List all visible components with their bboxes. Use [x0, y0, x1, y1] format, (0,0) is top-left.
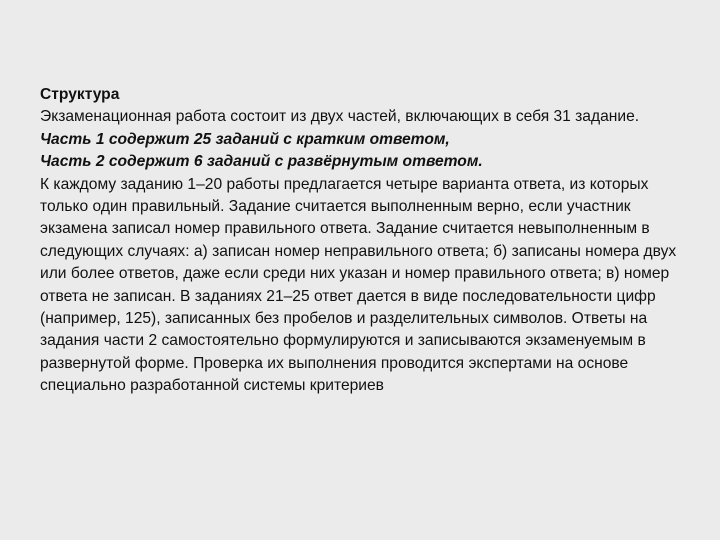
slide-heading: Структура [40, 86, 120, 103]
part1-text: Часть 1 содержит 25 заданий с кратким ответом, [40, 130, 450, 148]
body-paragraph: К каждому заданию 1–20 работы предлагается четыре варианта ответа, из которых только один правильный. Задание считается выполненным верно, если участник экзамена записал номер правильного ответа. Задание считается невыполненным в следующих случаях: а) записан номер неправильного ответа; б) записаны номера двух или более ответов, даже если среди них указан и номер правильного ответа; в) номер ответа не записан. В заданиях 21–25 ответ дается в виде последовательности цифр (например, 125), записанных без пробелов и разделительных символов. Ответы на задания части 2 самостоятельно формулируются и записываются экзаменуемым в развернутой форме. Проверка их выполнения проводится экспертами на основе специально разработанной системы критериев [40, 175, 677, 395]
intro-text: Экзаменационная работа состоит из двух частей, включающих в себя 31 задание. [40, 108, 640, 126]
part2-text: Часть 2 содержит 6 заданий с развёрнутым ответом. [40, 153, 483, 171]
slide-text-block [40, 84, 680, 398]
